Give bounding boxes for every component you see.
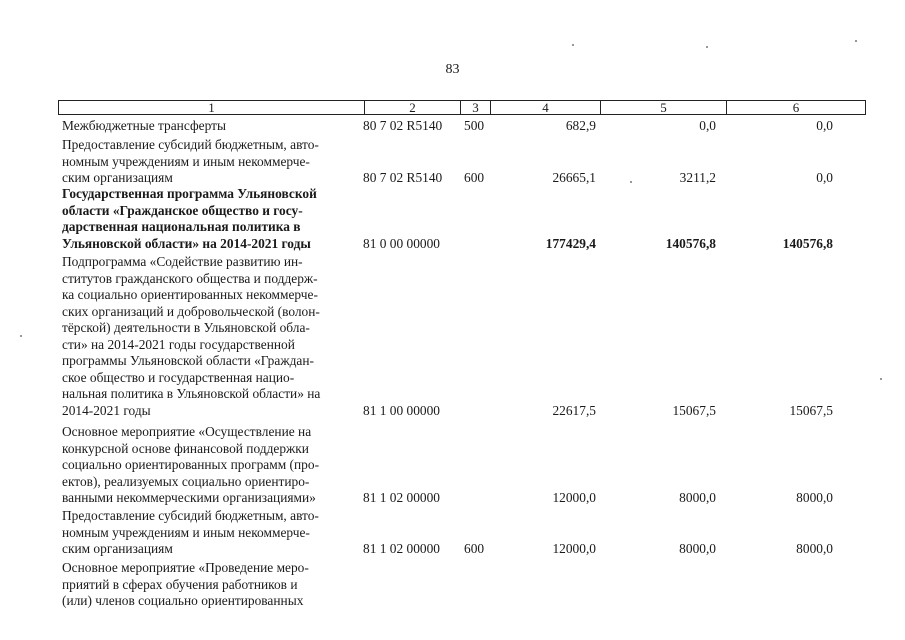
row-value-6: 8000,0 bbox=[796, 490, 833, 505]
row-name-line: ское общество и государственная нацио- bbox=[62, 369, 295, 385]
row-name-line: Межбюджетные трансферты bbox=[62, 118, 226, 133]
row-value-5: 0,0 bbox=[699, 118, 716, 133]
row-name bbox=[62, 186, 351, 252]
header-col-3: 3 bbox=[460, 101, 490, 114]
row-name-line: Ульяновской области» на 2014-2021 годы bbox=[62, 235, 311, 251]
scan-speck bbox=[855, 40, 857, 42]
row-vr: 600 bbox=[464, 541, 485, 556]
row-csr: 80 7 02 R5140 bbox=[363, 170, 443, 185]
row-csr: 81 1 02 00000 bbox=[363, 541, 440, 556]
row-value-6: 0,0 bbox=[816, 170, 833, 185]
row-name-line: ским организациям bbox=[62, 541, 173, 556]
row-name-line: нальная политика в Ульяновской области» на bbox=[62, 386, 321, 401]
row-name-line: дарственная национальная политика в bbox=[62, 219, 301, 234]
row-name bbox=[62, 424, 351, 507]
row-value-5: 140576,8 bbox=[665, 235, 716, 251]
row-name-line: номным учреждениям и иным некоммерче- bbox=[62, 524, 310, 540]
row-name bbox=[62, 560, 351, 610]
row-name-line: социально ориентированных программ (про- bbox=[62, 457, 320, 472]
row-name-line: Подпрограмма «Содействие развитию ин- bbox=[62, 254, 303, 269]
row-value-4: 12000,0 bbox=[552, 490, 596, 505]
table-header bbox=[58, 100, 866, 115]
row-vr: 600 bbox=[464, 170, 485, 185]
header-col-2: 2 bbox=[364, 101, 460, 114]
row-name-line: области «Гражданское общество и госу- bbox=[62, 202, 303, 218]
row-name-line: тёрской) деятельности в Ульяновской обла- bbox=[62, 320, 310, 335]
row-value-5: 3211,2 bbox=[679, 170, 716, 185]
row-csr: 81 0 00 00000 bbox=[363, 235, 440, 251]
row-name-line: ектов), реализуемых социально ориентиро- bbox=[62, 473, 310, 489]
row-value-5: 8000,0 bbox=[679, 490, 716, 505]
row-value-6: 140576,8 bbox=[782, 235, 833, 251]
row-value-4: 12000,0 bbox=[552, 541, 596, 556]
row-csr: 80 7 02 R5140 bbox=[363, 118, 443, 133]
header-col-1: 1 bbox=[208, 100, 215, 115]
header-col-4: 4 bbox=[490, 101, 600, 114]
row-name-line: ститутов гражданского общества и поддерж- bbox=[62, 270, 318, 286]
row-name-line: 2014-2021 годы bbox=[62, 402, 151, 418]
scan-speck bbox=[630, 181, 632, 183]
row-name-line: конкурсной основе финансовой поддержки bbox=[62, 440, 309, 456]
row-csr: 81 1 02 00000 bbox=[363, 490, 440, 505]
row-value-5: 8000,0 bbox=[679, 541, 716, 556]
row-name-line: приятий в сферах обучения работников и bbox=[62, 576, 298, 592]
scan-speck bbox=[706, 46, 708, 48]
row-name-line: (или) членов социально ориентированных bbox=[62, 593, 304, 608]
row-name-line: ка социально ориентированных некоммерче- bbox=[62, 287, 318, 302]
row-name bbox=[62, 254, 351, 419]
row-value-4: 26665,1 bbox=[552, 170, 596, 185]
row-value-4: 22617,5 bbox=[552, 402, 596, 418]
scan-speck bbox=[572, 44, 574, 46]
scan-speck bbox=[880, 378, 882, 380]
row-value-4: 177429,4 bbox=[545, 235, 596, 251]
header-col-6: 6 bbox=[726, 101, 865, 114]
row-value-6: 15067,5 bbox=[789, 402, 833, 418]
row-value-4: 682,9 bbox=[565, 118, 596, 133]
row-csr: 81 1 00 00000 bbox=[363, 402, 440, 418]
row-vr: 500 bbox=[464, 118, 485, 133]
scan-speck bbox=[20, 335, 22, 337]
row-name-line: Предоставление субсидий бюджетным, авто- bbox=[62, 508, 319, 523]
row-value-6: 0,0 bbox=[816, 118, 833, 133]
row-name-line: Основное мероприятие «Проведение меро- bbox=[62, 560, 309, 575]
row-name-line: программы Ульяновской области «Граждан- bbox=[62, 353, 314, 368]
page-number: 83 bbox=[445, 62, 460, 77]
row-name-line: Основное мероприятие «Осуществление на bbox=[62, 424, 312, 439]
row-name-line: Предоставление субсидий бюджетным, авто- bbox=[62, 137, 319, 152]
row-name-line: ских организаций и добровольческой (волон- bbox=[62, 303, 320, 319]
row-value-6: 8000,0 bbox=[796, 541, 833, 556]
row-name bbox=[62, 137, 351, 187]
row-name-line: ванными некоммерческими организациями» bbox=[62, 490, 316, 505]
row-name bbox=[62, 118, 351, 135]
row-value-5: 15067,5 bbox=[672, 402, 716, 418]
row-name-line: Государственная программа Ульяновской bbox=[62, 186, 317, 201]
row-name-line: сти» на 2014-2021 годы государственной bbox=[62, 336, 295, 352]
row-name bbox=[62, 508, 351, 558]
row-name-line: ским организациям bbox=[62, 170, 173, 185]
header-col-5: 5 bbox=[600, 101, 726, 114]
row-name-line: номным учреждениям и иным некоммерче- bbox=[62, 153, 310, 169]
